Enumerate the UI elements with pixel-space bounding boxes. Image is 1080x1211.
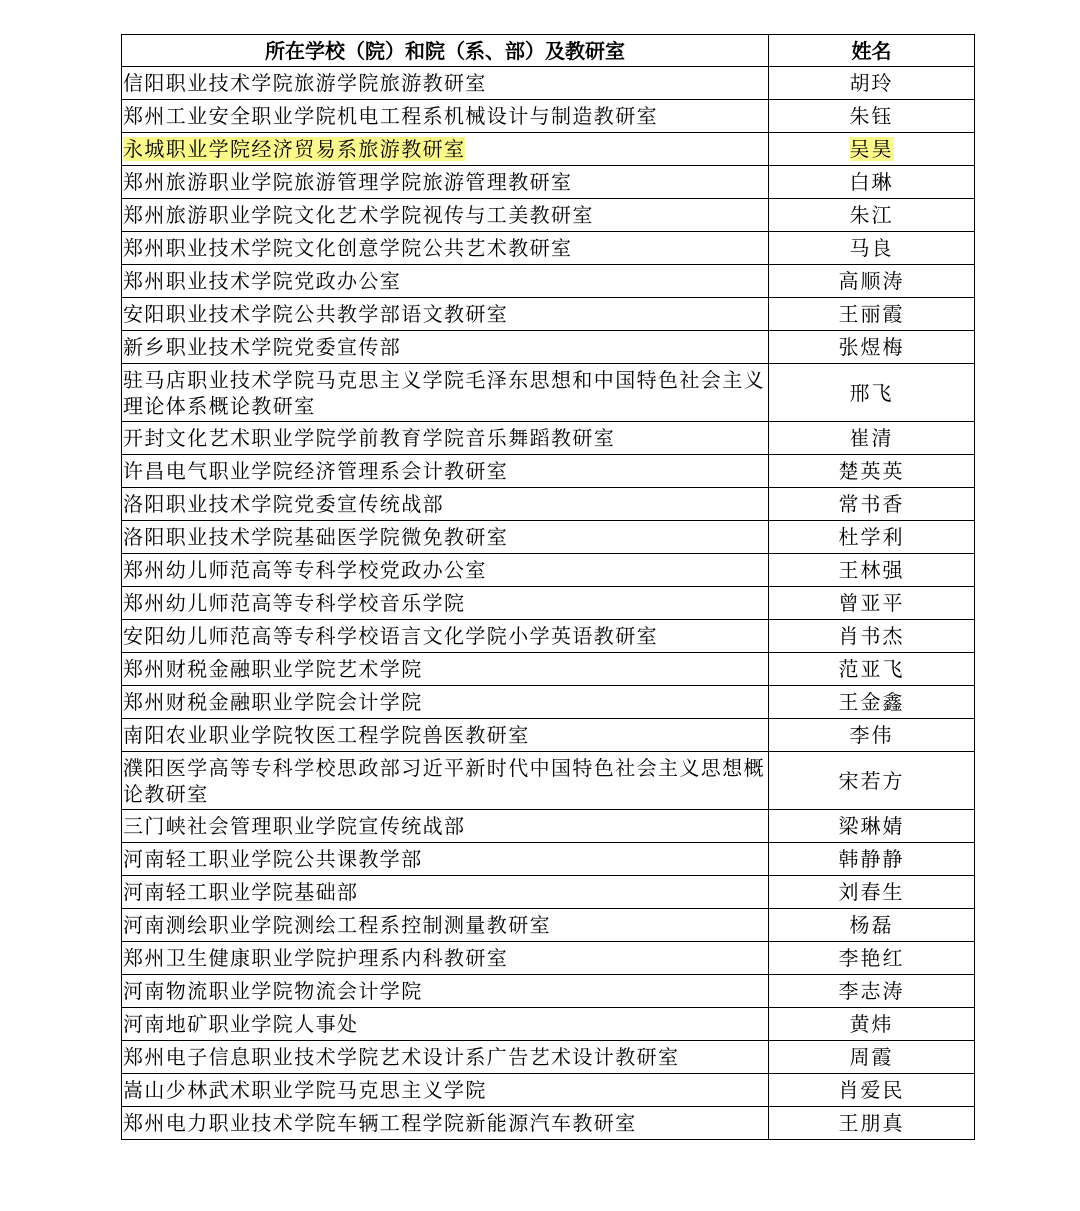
name-text: 朱钰	[849, 104, 894, 128]
name-text: 肖爱民	[838, 1078, 905, 1102]
name-text: 韩静静	[838, 847, 905, 871]
name-cell	[769, 100, 975, 133]
name-text: 李志涛	[838, 979, 905, 1003]
name-cell	[769, 942, 975, 975]
name-cell	[769, 975, 975, 1008]
unit-cell	[122, 686, 769, 719]
table-row	[122, 1107, 975, 1140]
name-cell	[769, 554, 975, 587]
name-cell	[769, 843, 975, 876]
name-text: 曾亚平	[838, 591, 905, 615]
unit-text: 河南测绘职业学院测绘工程系控制测量教研室	[123, 913, 551, 937]
name-text: 吴昊	[849, 137, 894, 161]
unit-cell	[122, 876, 769, 909]
name-cell	[769, 810, 975, 843]
name-cell	[769, 1074, 975, 1107]
table-row	[122, 298, 975, 331]
unit-cell	[122, 1041, 769, 1074]
table-row	[122, 232, 975, 265]
name-cell	[769, 1008, 975, 1041]
name-text: 杨磊	[849, 913, 894, 937]
table-row	[122, 975, 975, 1008]
header-row	[122, 35, 975, 67]
table-row	[122, 67, 975, 100]
unit-cell	[122, 521, 769, 554]
name-cell	[769, 199, 975, 232]
name-cell	[769, 67, 975, 100]
roster-table	[121, 34, 975, 1140]
unit-text: 郑州电子信息职业技术学院艺术设计系广告艺术设计教研室	[123, 1045, 680, 1069]
unit-text: 郑州幼儿师范高等专科学校党政办公室	[123, 558, 487, 582]
unit-text: 安阳职业技术学院公共教学部语文教研室	[123, 302, 509, 326]
unit-text: 郑州卫生健康职业学院护理系内科教研室	[123, 946, 509, 970]
unit-cell	[122, 1107, 769, 1140]
table-row	[122, 554, 975, 587]
name-cell	[769, 620, 975, 653]
unit-cell	[122, 909, 769, 942]
unit-cell	[122, 100, 769, 133]
unit-text: 许昌电气职业学院经济管理系会计教研室	[123, 459, 509, 483]
unit-cell	[122, 620, 769, 653]
name-text: 张煜梅	[838, 335, 905, 359]
name-cell	[769, 133, 975, 166]
table-row	[122, 1041, 975, 1074]
unit-text: 安阳幼儿师范高等专科学校语言文化学院小学英语教研室	[123, 624, 658, 648]
name-cell	[769, 587, 975, 620]
unit-text: 郑州财税金融职业学院艺术学院	[123, 657, 423, 681]
name-cell	[769, 455, 975, 488]
table-row	[122, 422, 975, 455]
unit-cell	[122, 843, 769, 876]
unit-text: 洛阳职业技术学院基础医学院微免教研室	[123, 525, 509, 549]
unit-text: 河南轻工职业学院公共课教学部	[123, 847, 423, 871]
unit-cell	[122, 364, 769, 422]
unit-cell	[122, 488, 769, 521]
table-row	[122, 100, 975, 133]
name-cell	[769, 232, 975, 265]
unit-text: 永城职业学院经济贸易系旅游教研室	[123, 137, 466, 161]
unit-cell	[122, 265, 769, 298]
table-row	[122, 587, 975, 620]
name-cell	[769, 909, 975, 942]
name-cell	[769, 265, 975, 298]
unit-cell	[122, 67, 769, 100]
name-text: 周霞	[849, 1045, 894, 1069]
table-body	[122, 67, 975, 1140]
table-row	[122, 909, 975, 942]
table-row	[122, 488, 975, 521]
unit-cell	[122, 455, 769, 488]
table-row	[122, 521, 975, 554]
name-text: 李伟	[849, 723, 894, 747]
unit-text: 郑州工业安全职业学院机电工程系机械设计与制造教研室	[123, 104, 658, 128]
unit-text: 郑州财税金融职业学院会计学院	[123, 690, 423, 714]
unit-cell	[122, 133, 769, 166]
name-cell	[769, 1107, 975, 1140]
name-text: 王丽霞	[838, 302, 905, 326]
unit-cell	[122, 752, 769, 810]
unit-text: 新乡职业技术学院党委宣传部	[123, 335, 402, 359]
name-text: 崔清	[849, 426, 894, 450]
table-row	[122, 686, 975, 719]
name-text: 宋若方	[838, 768, 905, 793]
unit-text: 三门峡社会管理职业学院宣传统战部	[123, 814, 466, 838]
unit-text: 郑州职业技术学院党政办公室	[123, 269, 402, 293]
unit-cell	[122, 653, 769, 686]
table-row	[122, 331, 975, 364]
name-cell	[769, 719, 975, 752]
name-text: 白琳	[849, 170, 894, 194]
unit-cell	[122, 942, 769, 975]
unit-text: 开封文化艺术职业学院学前教育学院音乐舞蹈教研室	[123, 426, 616, 450]
unit-text: 郑州旅游职业学院旅游管理学院旅游管理教研室	[123, 170, 573, 194]
name-text: 马良	[849, 236, 894, 260]
name-text: 朱江	[849, 203, 894, 227]
table-row	[122, 843, 975, 876]
unit-cell	[122, 166, 769, 199]
name-text: 王金鑫	[838, 690, 905, 714]
table-row	[122, 620, 975, 653]
table-row	[122, 455, 975, 488]
name-text: 李艳红	[838, 946, 905, 970]
name-text: 王林强	[838, 558, 905, 582]
unit-text: 信阳职业技术学院旅游学院旅游教研室	[123, 71, 487, 95]
name-text: 邢飞	[849, 380, 894, 405]
unit-cell	[122, 199, 769, 232]
unit-text: 郑州幼儿师范高等专科学校音乐学院	[123, 591, 466, 615]
name-cell	[769, 488, 975, 521]
unit-cell	[122, 810, 769, 843]
name-text: 楚英英	[838, 459, 905, 483]
unit-text: 洛阳职业技术学院党委宣传统战部	[123, 492, 444, 516]
name-text: 胡玲	[849, 71, 894, 95]
name-cell	[769, 1041, 975, 1074]
name-text: 梁琳婧	[838, 814, 905, 838]
unit-cell	[122, 554, 769, 587]
unit-text: 河南地矿职业学院人事处	[123, 1012, 359, 1036]
table-row	[122, 166, 975, 199]
name-cell	[769, 686, 975, 719]
unit-cell	[122, 1008, 769, 1041]
name-cell	[769, 331, 975, 364]
unit-text: 河南轻工职业学院基础部	[123, 880, 359, 904]
name-cell	[769, 422, 975, 455]
unit-cell	[122, 975, 769, 1008]
name-text: 范亚飞	[838, 657, 905, 681]
table-row	[122, 719, 975, 752]
name-text: 黄炜	[849, 1012, 894, 1036]
table-row	[122, 752, 975, 810]
header-name: 姓名	[769, 35, 975, 67]
unit-cell	[122, 298, 769, 331]
name-cell	[769, 166, 975, 199]
table-row	[122, 265, 975, 298]
unit-cell	[122, 331, 769, 364]
unit-text: 河南物流职业学院物流会计学院	[123, 979, 423, 1003]
unit-text: 郑州旅游职业学院文化艺术学院视传与工美教研室	[123, 203, 594, 227]
name-cell	[769, 653, 975, 686]
name-text: 常书香	[838, 492, 905, 516]
name-text: 王朋真	[838, 1111, 905, 1135]
unit-text: 嵩山少林武术职业学院马克思主义学院	[123, 1078, 487, 1102]
unit-cell	[122, 232, 769, 265]
unit-text: 南阳农业职业学院牧医工程学院兽医教研室	[123, 723, 530, 747]
table-row	[122, 942, 975, 975]
name-text: 刘春生	[838, 880, 905, 904]
name-cell	[769, 364, 975, 422]
unit-text: 郑州电力职业技术学院车辆工程学院新能源汽车教研室	[123, 1111, 637, 1135]
header-unit: 所在学校（院）和院（系、部）及教研室	[122, 35, 769, 67]
unit-cell	[122, 422, 769, 455]
unit-cell	[122, 587, 769, 620]
table-row	[122, 1008, 975, 1041]
unit-text: 驻马店职业技术学院马克思主义学院毛泽东思想和中国特色社会主义理论体系概论教研室	[123, 367, 765, 418]
name-cell	[769, 521, 975, 554]
table-row	[122, 876, 975, 909]
unit-text: 濮阳医学高等专科学校思政部习近平新时代中国特色社会主义思想概论教研室	[123, 755, 765, 806]
unit-cell	[122, 719, 769, 752]
unit-cell	[122, 1074, 769, 1107]
table-row	[122, 653, 975, 686]
name-cell	[769, 752, 975, 810]
name-cell	[769, 298, 975, 331]
table-row	[122, 1074, 975, 1107]
table-row	[122, 810, 975, 843]
name-cell	[769, 876, 975, 909]
name-text: 肖书杰	[838, 624, 905, 648]
name-text: 高顺涛	[838, 269, 905, 293]
unit-text: 郑州职业技术学院文化创意学院公共艺术教研室	[123, 236, 573, 260]
name-text: 杜学利	[838, 525, 905, 549]
table-row	[122, 133, 975, 166]
table-row	[122, 199, 975, 232]
table-row	[122, 364, 975, 422]
